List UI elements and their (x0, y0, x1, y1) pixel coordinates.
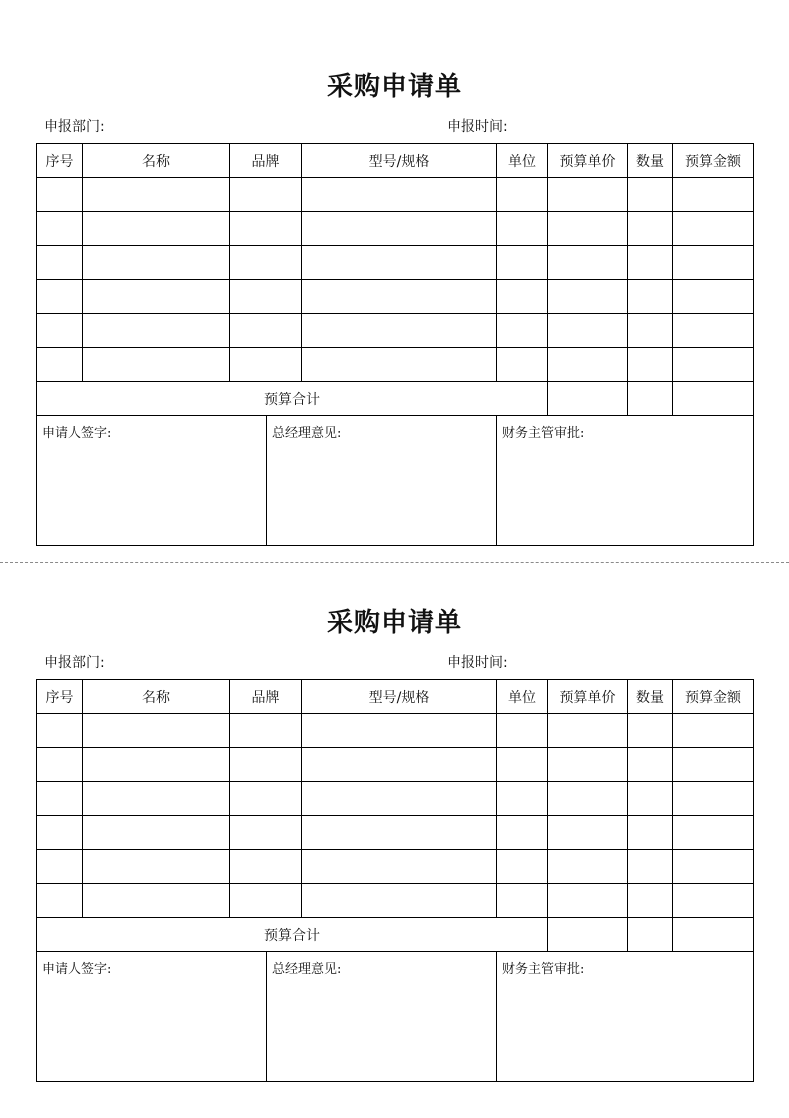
table-cell-name[interactable] (83, 748, 230, 782)
department-label: 申报部门: (44, 119, 105, 135)
table-cell-seq[interactable] (37, 280, 83, 314)
table-cell-unit[interactable] (497, 782, 548, 816)
table-cell-amount[interactable] (673, 748, 754, 782)
date-label: 申报时间: (447, 119, 508, 135)
table-cell-quantity[interactable] (628, 850, 673, 884)
column-header-unit-price: 预算单价 (548, 680, 628, 714)
table-cell-amount[interactable] (673, 714, 754, 748)
table-cell-seq[interactable] (37, 246, 83, 280)
column-header-quantity: 数量 (628, 680, 673, 714)
table-cell-name[interactable] (83, 314, 230, 348)
table-cell-name[interactable] (83, 246, 230, 280)
table-cell-name[interactable] (83, 816, 230, 850)
table-cell-name[interactable] (83, 348, 230, 382)
table-cell-amount[interactable] (673, 280, 754, 314)
signature-table (36, 952, 754, 1082)
table-cell-model-spec[interactable] (302, 748, 497, 782)
table-cell-brand[interactable] (230, 850, 302, 884)
table-cell-unit-price[interactable] (548, 280, 628, 314)
table-cell-amount[interactable] (673, 782, 754, 816)
table-cell-unit-price[interactable] (548, 714, 628, 748)
signature-label: 财务主管审批: (502, 426, 585, 441)
table-cell-unit-price[interactable] (548, 748, 628, 782)
table-cell-unit[interactable] (497, 314, 548, 348)
table-cell-quantity[interactable] (628, 280, 673, 314)
table-cell-quantity[interactable] (628, 178, 673, 212)
column-header-amount: 预算金额 (673, 680, 754, 714)
table-row (37, 348, 754, 382)
table-cell-unit[interactable] (497, 884, 548, 918)
table-cell-unit-price[interactable] (548, 178, 628, 212)
total-unit-price-cell[interactable] (548, 918, 628, 952)
table-cell-amount[interactable] (673, 178, 754, 212)
table-cell-model-spec[interactable] (302, 884, 497, 918)
total-amount-cell[interactable] (673, 382, 754, 416)
table-row (37, 748, 754, 782)
table-cell-model-spec[interactable] (302, 246, 497, 280)
table-cell-quantity[interactable] (628, 884, 673, 918)
column-header-seq: 序号 (37, 144, 83, 178)
table-cell-quantity[interactable] (628, 314, 673, 348)
table-cell-brand[interactable] (230, 246, 302, 280)
table-cell-seq[interactable] (37, 212, 83, 246)
date-label: 申报时间: (447, 655, 508, 671)
table-cell-name[interactable] (83, 782, 230, 816)
signature-label: 总经理意见: (272, 426, 342, 441)
column-header-model-spec: 型号/规格 (302, 680, 497, 714)
table-cell-quantity[interactable] (628, 714, 673, 748)
column-header-model-spec: 型号/规格 (302, 144, 497, 178)
budget-total-row (37, 382, 754, 416)
table-row (37, 714, 754, 748)
table-cell-brand[interactable] (230, 782, 302, 816)
table-cell-quantity[interactable] (628, 782, 673, 816)
table-row (37, 850, 754, 884)
general-manager-opinion-box[interactable] (267, 416, 497, 546)
table-row (37, 178, 754, 212)
table-cell-unit-price[interactable] (548, 850, 628, 884)
table-cell-model-spec[interactable] (302, 178, 497, 212)
table-cell-amount[interactable] (673, 348, 754, 382)
department-label: 申报部门: (44, 655, 105, 671)
table-cell-model-spec[interactable] (302, 816, 497, 850)
table-cell-seq[interactable] (37, 884, 83, 918)
table-cell-quantity[interactable] (628, 816, 673, 850)
table-cell-model-spec[interactable] (302, 314, 497, 348)
table-cell-unit[interactable] (497, 280, 548, 314)
table-cell-name[interactable] (83, 212, 230, 246)
table-cell-unit[interactable] (497, 748, 548, 782)
table-row (37, 280, 754, 314)
column-header-quantity: 数量 (628, 144, 673, 178)
table-cell-unit[interactable] (497, 246, 548, 280)
table-cell-brand[interactable] (230, 348, 302, 382)
table-cell-name[interactable] (83, 280, 230, 314)
general-manager-opinion-box[interactable] (267, 952, 497, 1082)
table-cell-unit-price[interactable] (548, 348, 628, 382)
signature-label: 申请人签字: (42, 426, 112, 441)
total-unit-price-cell[interactable] (548, 382, 628, 416)
table-cell-brand[interactable] (230, 178, 302, 212)
table-cell-unit-price[interactable] (548, 212, 628, 246)
table-cell-unit-price[interactable] (548, 314, 628, 348)
table-cell-model-spec[interactable] (302, 280, 497, 314)
total-quantity-cell[interactable] (628, 918, 673, 952)
applicant-signature-box[interactable] (37, 416, 267, 546)
table-cell-unit-price[interactable] (548, 246, 628, 280)
items-table (36, 143, 754, 416)
column-header-amount: 预算金额 (673, 144, 754, 178)
column-header-seq: 序号 (37, 680, 83, 714)
table-cell-brand[interactable] (230, 212, 302, 246)
cut-line-divider (0, 562, 789, 563)
column-header-unit: 单位 (497, 680, 548, 714)
table-cell-unit[interactable] (497, 212, 548, 246)
table-cell-seq[interactable] (37, 850, 83, 884)
table-cell-unit[interactable] (497, 714, 548, 748)
table-cell-model-spec[interactable] (302, 782, 497, 816)
table-cell-brand[interactable] (230, 884, 302, 918)
table-cell-brand[interactable] (230, 816, 302, 850)
table-cell-model-spec[interactable] (302, 714, 497, 748)
column-header-name: 名称 (83, 680, 230, 714)
table-cell-amount[interactable] (673, 246, 754, 280)
table-cell-seq[interactable] (37, 782, 83, 816)
table-cell-brand[interactable] (230, 280, 302, 314)
finance-approval-box[interactable] (497, 416, 754, 546)
table-cell-model-spec[interactable] (302, 850, 497, 884)
applicant-signature-box[interactable] (37, 952, 267, 1082)
total-amount-cell[interactable] (673, 918, 754, 952)
table-cell-model-spec[interactable] (302, 348, 497, 382)
column-header-brand: 品牌 (230, 680, 302, 714)
table-header-row (37, 144, 754, 178)
signature-label: 总经理意见: (272, 962, 342, 977)
table-cell-amount[interactable] (673, 850, 754, 884)
table-cell-unit[interactable] (497, 850, 548, 884)
table-cell-seq[interactable] (37, 178, 83, 212)
table-cell-unit[interactable] (497, 178, 548, 212)
finance-approval-box[interactable] (497, 952, 754, 1082)
table-cell-amount[interactable] (673, 816, 754, 850)
table-cell-seq[interactable] (37, 348, 83, 382)
table-cell-unit[interactable] (497, 816, 548, 850)
table-cell-brand[interactable] (230, 748, 302, 782)
table-cell-quantity[interactable] (628, 748, 673, 782)
table-row (37, 884, 754, 918)
table-cell-seq[interactable] (37, 714, 83, 748)
column-header-unit-price: 预算单价 (548, 144, 628, 178)
table-cell-quantity[interactable] (628, 246, 673, 280)
table-row (37, 246, 754, 280)
table-cell-brand[interactable] (230, 714, 302, 748)
table-row (37, 212, 754, 246)
table-header-row (37, 680, 754, 714)
table-cell-quantity[interactable] (628, 212, 673, 246)
table-cell-amount[interactable] (673, 314, 754, 348)
table-cell-name[interactable] (83, 714, 230, 748)
table-cell-unit[interactable] (497, 348, 548, 382)
budget-total-label: 预算合计 (37, 382, 548, 416)
form-title: 采购申请单 (326, 608, 462, 638)
signature-label: 财务主管审批: (502, 962, 585, 977)
budget-total-row (37, 918, 754, 952)
table-cell-name[interactable] (83, 178, 230, 212)
table-row (37, 314, 754, 348)
table-cell-unit-price[interactable] (548, 884, 628, 918)
table-cell-amount[interactable] (673, 884, 754, 918)
table-cell-name[interactable] (83, 850, 230, 884)
table-row (37, 816, 754, 850)
items-table (36, 679, 754, 952)
table-cell-unit-price[interactable] (548, 816, 628, 850)
table-cell-quantity[interactable] (628, 348, 673, 382)
table-cell-unit-price[interactable] (548, 782, 628, 816)
column-header-unit: 单位 (497, 144, 548, 178)
table-cell-seq[interactable] (37, 314, 83, 348)
table-cell-seq[interactable] (37, 748, 83, 782)
table-cell-seq[interactable] (37, 816, 83, 850)
signature-table (36, 416, 754, 546)
table-cell-amount[interactable] (673, 212, 754, 246)
budget-total-label: 预算合计 (37, 918, 548, 952)
table-cell-model-spec[interactable] (302, 212, 497, 246)
table-cell-brand[interactable] (230, 314, 302, 348)
column-header-brand: 品牌 (230, 144, 302, 178)
table-cell-name[interactable] (83, 884, 230, 918)
form-title: 采购申请单 (326, 72, 462, 102)
signature-label: 申请人签字: (42, 962, 112, 977)
total-quantity-cell[interactable] (628, 382, 673, 416)
column-header-name: 名称 (83, 144, 230, 178)
table-row (37, 782, 754, 816)
